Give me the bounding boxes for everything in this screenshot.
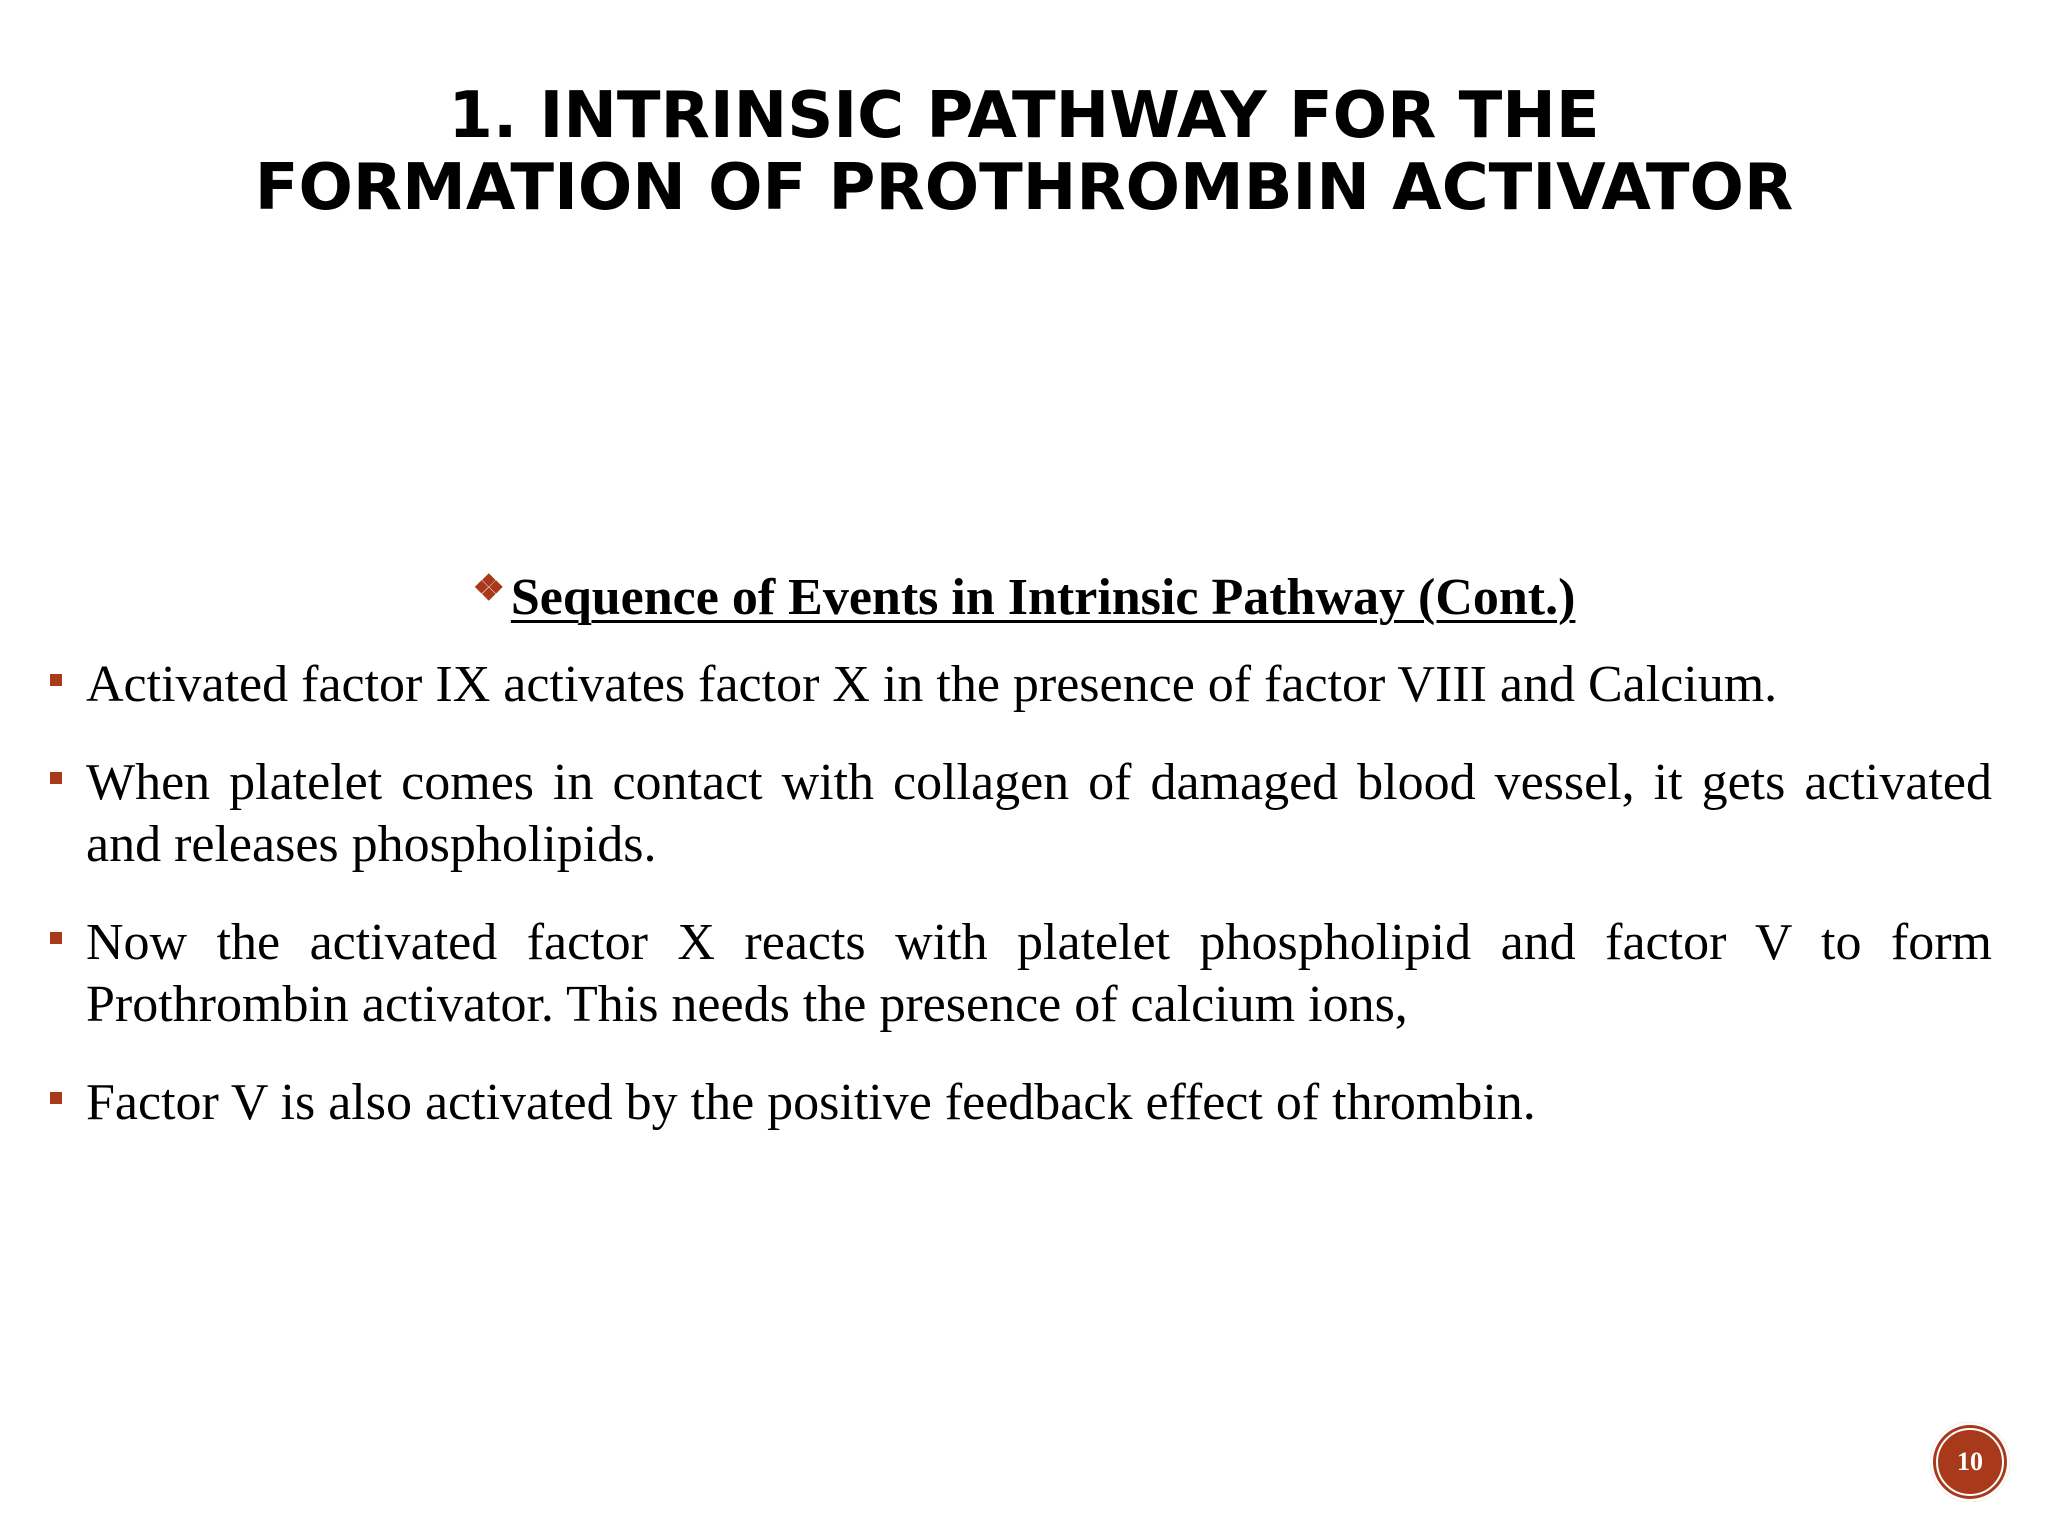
title-line-1: 1. INTRINSIC PATHWAY FOR THE [448, 79, 1600, 153]
bullet-item [44, 912, 1992, 1036]
bullet-item [44, 654, 1992, 716]
diamond-cluster-icon: ❖ [472, 568, 505, 608]
subheading-text: Sequence of Events in Intrinsic Pathway (Cont.) [510, 569, 1576, 626]
bullet-item [44, 752, 1992, 876]
slide-title [0, 80, 2048, 224]
bullet-text: Factor V is also activated by the positive feedback effect of thrombin. [86, 1074, 1536, 1131]
square-bullet-icon [50, 1092, 62, 1104]
bullet-text: When platelet comes in contact with collagen of damaged blood vessel, it gets activated and releases phospholipids. [86, 754, 1992, 873]
bullet-list [44, 654, 1992, 1170]
square-bullet-icon [50, 772, 62, 784]
title-line-2: FORMATION OF PROTHROMBIN ACTIVATOR [254, 151, 1794, 225]
bullet-text: Now the activated factor X reacts with platelet phospholipid and factor V to form Prothrombin activator. This needs the presence of calcium ions, [86, 914, 1992, 1033]
square-bullet-icon [50, 932, 62, 944]
page-number-badge [1930, 1422, 2010, 1502]
bullet-text: Activated factor IX activates factor X in the presence of factor VIII and Calcium. [86, 656, 1778, 713]
square-bullet-icon [50, 674, 62, 686]
page-number: 10 [1957, 1447, 1983, 1476]
section-subheading [0, 556, 2048, 630]
bullet-item [44, 1072, 1992, 1134]
